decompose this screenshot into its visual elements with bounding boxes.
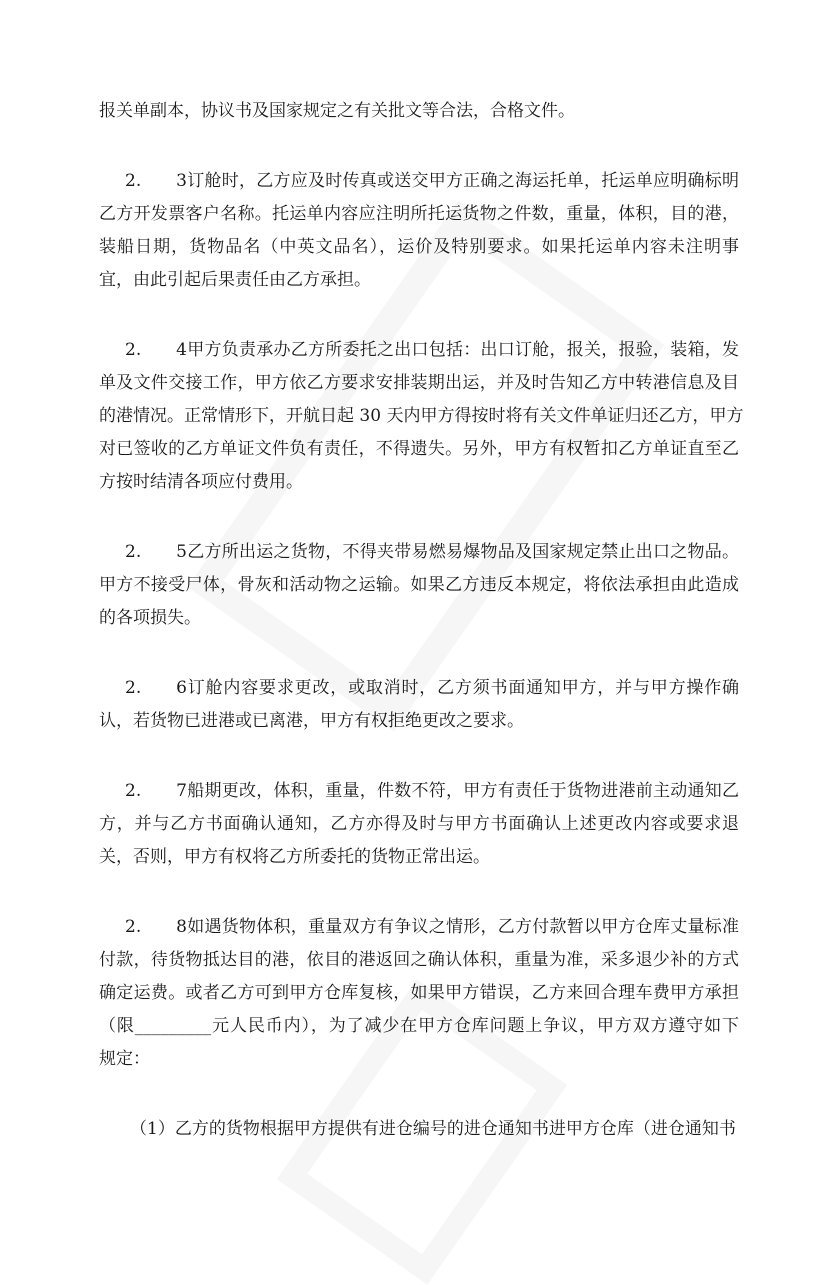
text-line bbox=[99, 466, 739, 499]
paragraph bbox=[99, 95, 739, 128]
document-page bbox=[99, 95, 744, 1146]
line-text: 乙方开发票客户名称。托运单内容应注明所托运货物之件数，重量，体积，目的港， bbox=[99, 204, 739, 224]
text-line bbox=[99, 1010, 739, 1043]
clause-number: 2. 7 bbox=[125, 781, 187, 801]
line-text: 甲方不接受尸体，骨灰和活动物之运输。如果乙方违反本规定，将依法承担由此造成 bbox=[99, 575, 739, 595]
line-text: 乙方所出运之货物，不得夹带易燃易爆物品及国家规定禁止出口之物品。 bbox=[187, 542, 739, 562]
line-text: 对已签收的乙方单证文件负有责任，不得遗失。另外，甲方有权暂扣乙方单证直至乙 bbox=[99, 439, 739, 459]
text-line bbox=[99, 231, 739, 264]
line-text: 订舱时，乙方应及时传真或送交甲方正确之海运托单，托运单应明确标明 bbox=[187, 171, 739, 191]
text-line bbox=[99, 944, 739, 977]
clause-number: 2. 5 bbox=[125, 542, 187, 562]
text-line bbox=[99, 977, 739, 1010]
text-line bbox=[99, 775, 739, 808]
text-line bbox=[99, 602, 739, 635]
text-line bbox=[99, 536, 739, 569]
paragraph bbox=[99, 165, 739, 297]
paragraph bbox=[99, 1113, 739, 1146]
paragraph bbox=[99, 775, 739, 874]
text-line bbox=[99, 1113, 739, 1146]
text-line bbox=[99, 705, 739, 738]
text-line bbox=[99, 569, 739, 602]
line-text: 的各项损失。 bbox=[99, 608, 201, 628]
line-text: 装船日期，货物品名（中英文品名），运价及特别要求。如果托运单内容未注明事 bbox=[99, 237, 739, 257]
clause-number: 2. 6 bbox=[125, 678, 187, 698]
line-text: 船期更改，体积，重量，件数不符，甲方有责任于货物进港前主动通知乙 bbox=[187, 781, 739, 801]
paragraph bbox=[99, 672, 739, 738]
line-text: 如遇货物体积，重量双方有争议之情形，乙方付款暂以甲方仓库丈量标准 bbox=[187, 917, 739, 937]
text-line bbox=[99, 433, 739, 466]
text-line bbox=[99, 264, 739, 297]
line-text: 确定运费。或者乙方可到甲方仓库复核，如果甲方错误，乙方来回合理车费甲方承担 bbox=[99, 983, 739, 1003]
line-text: 付款，待货物抵达目的港，依目的港返回之确认体积，重量为准，采多退少补的方式 bbox=[99, 950, 739, 970]
text-line bbox=[99, 911, 739, 944]
line-text: 宜，由此引起后果责任由乙方承担。 bbox=[99, 270, 371, 290]
paragraph bbox=[99, 911, 739, 1076]
clause-number: 2. 4 bbox=[125, 340, 187, 360]
line-text: 方按时结清各项应付费用。 bbox=[99, 472, 303, 492]
clause-number: 2. 3 bbox=[125, 171, 187, 191]
line-text: （限_________元人民币内），为了减少在甲方仓库问题上争议，甲方双方遵守如下 bbox=[99, 1016, 739, 1036]
clause-number: 2. 8 bbox=[125, 917, 187, 937]
line-text: 单及文件交接工作，甲方依乙方要求安排装期出运，并及时告知乙方中转港信息及目 bbox=[99, 373, 739, 393]
line-text: 订舱内容要求更改，或取消时，乙方须书面通知甲方，并与甲方操作确 bbox=[187, 678, 739, 698]
text-line bbox=[99, 334, 739, 367]
text-line bbox=[99, 1043, 739, 1076]
text-line bbox=[99, 841, 739, 874]
text-line bbox=[99, 95, 739, 128]
line-text: 的港情况。正常情形下，开航日起 30 天内甲方得按时将有关文件单证归还乙方，甲方 bbox=[99, 406, 744, 426]
text-line bbox=[99, 165, 739, 198]
paragraph bbox=[99, 334, 744, 499]
line-text: 报关单副本，协议书及国家规定之有关批文等合法，合格文件。 bbox=[99, 101, 575, 121]
text-line bbox=[99, 367, 739, 400]
text-line bbox=[99, 198, 739, 231]
paragraph bbox=[99, 536, 739, 635]
line-text: 规定： bbox=[99, 1049, 150, 1069]
line-text: 方，并与乙方书面确认通知，乙方亦得及时与甲方书面确认上述更改内容或要求退 bbox=[99, 814, 739, 834]
text-line bbox=[99, 672, 739, 705]
line-text: 甲方负责承办乙方所委托之出口包括：出口订舱，报关，报验，装箱，发 bbox=[187, 340, 739, 360]
line-text: 认，若货物已进港或已离港，甲方有权拒绝更改之要求。 bbox=[99, 711, 524, 731]
line-text: 关，否则，甲方有权将乙方所委托的货物正常出运。 bbox=[99, 847, 490, 867]
text-line bbox=[99, 808, 739, 841]
text-line bbox=[99, 400, 744, 433]
line-text: （1）乙方的货物根据甲方提供有进仓编号的进仓通知书进甲方仓库（进仓通知书 bbox=[130, 1119, 736, 1139]
